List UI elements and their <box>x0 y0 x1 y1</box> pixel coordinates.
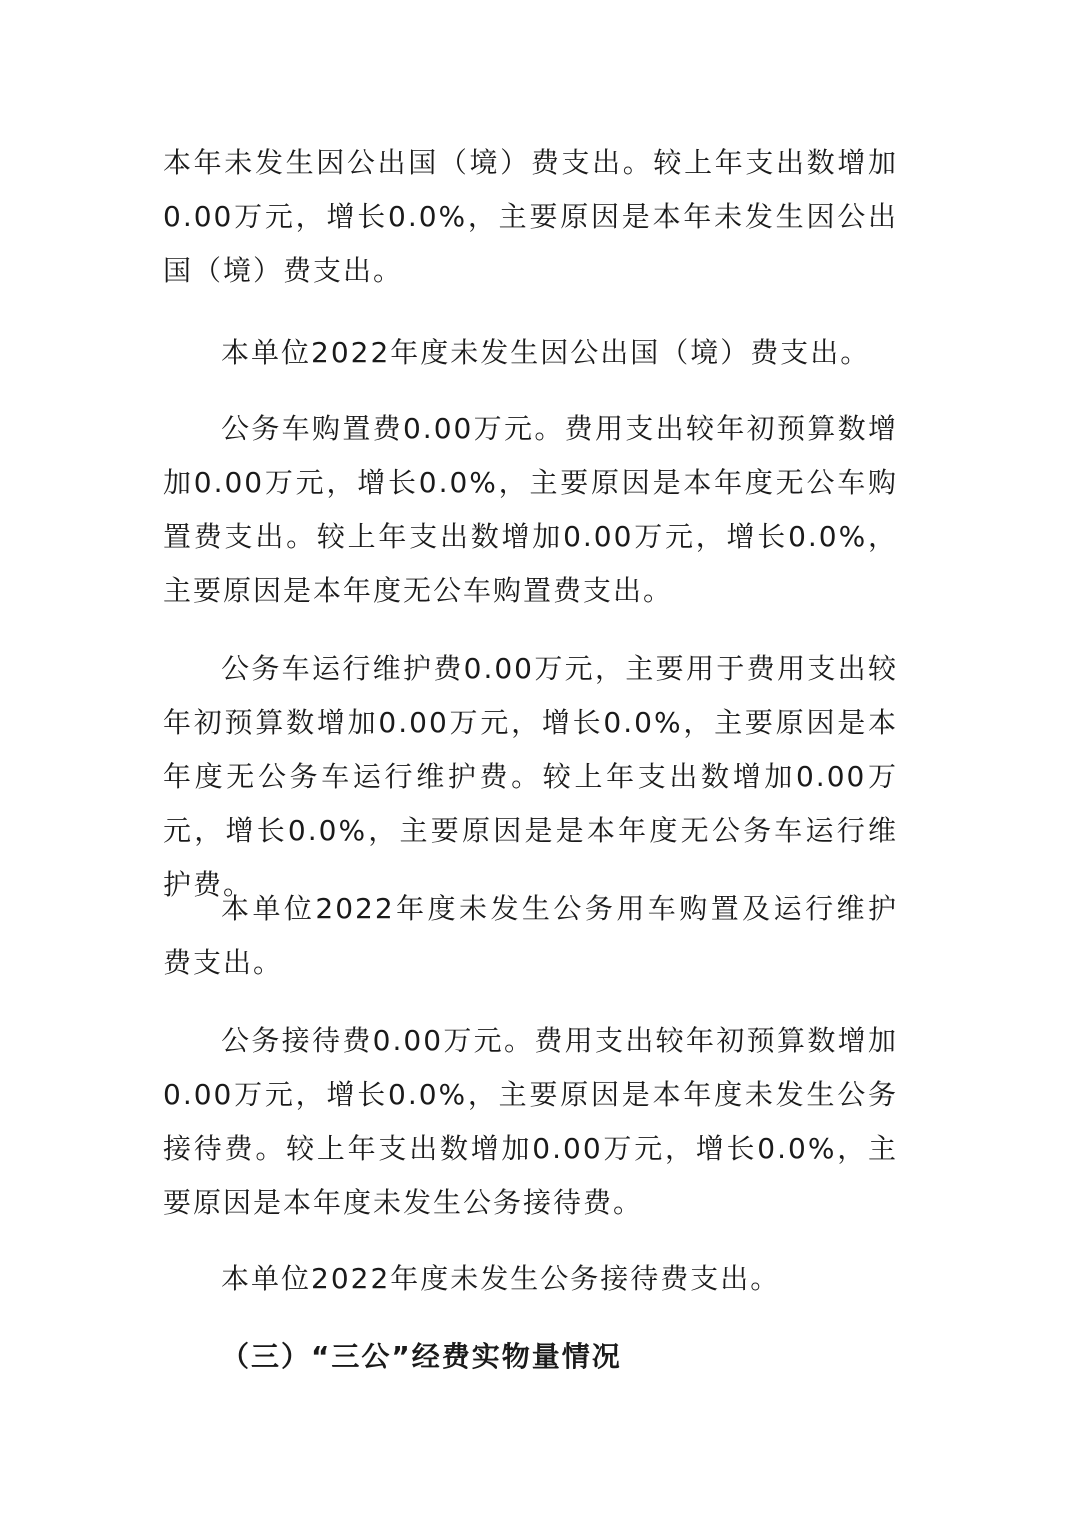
paragraph-vehicle-purchase: 公务车购置费0.00万元。费用支出较年初预算数增加0.00万元，增长0.0%，主要原因是本年度无公车购置费支出。较上年支出数增加0.00万元，增长0.0%，主要原因是本年度无公车购置费支出。 <box>163 412 898 607</box>
section-heading: （三）“三公”经费实物量情况 <box>221 1340 622 1373</box>
paragraph-overseas-expense: 本年未发生因公出国（境）费支出。较上年支出数增加0.00万元，增长0.0%，主要原因是本年未发生因公出国（境）费支出。 <box>163 146 898 287</box>
paragraph-overseas-none: 本单位2022年度未发生因公出国（境）费支出。 <box>221 336 871 369</box>
paragraph-reception-expense: 公务接待费0.00万元。费用支出较年初预算数增加0.00万元，增长0.0%，主要原因是本年度未发生公务接待费。较上年支出数增加0.00万元，增长0.0%，主要原因是本年度未发生公务接待费。 <box>163 1024 898 1219</box>
paragraph-reception-none: 本单位2022年度未发生公务接待费支出。 <box>221 1262 781 1295</box>
paragraph-vehicle-maintenance: 公务车运行维护费0.00万元，主要用于费用支出较年初预算数增加0.00万元，增长0.0%，主要原因是本年度无公务车运行维护费。较上年支出数增加0.00万元，增长0.0%，主要原因是是本年度无公务车运行维护费。 <box>163 652 898 901</box>
paragraph-vehicle-none: 本单位2022年度未发生公务用车购置及运行维护费支出。 <box>163 892 898 979</box>
